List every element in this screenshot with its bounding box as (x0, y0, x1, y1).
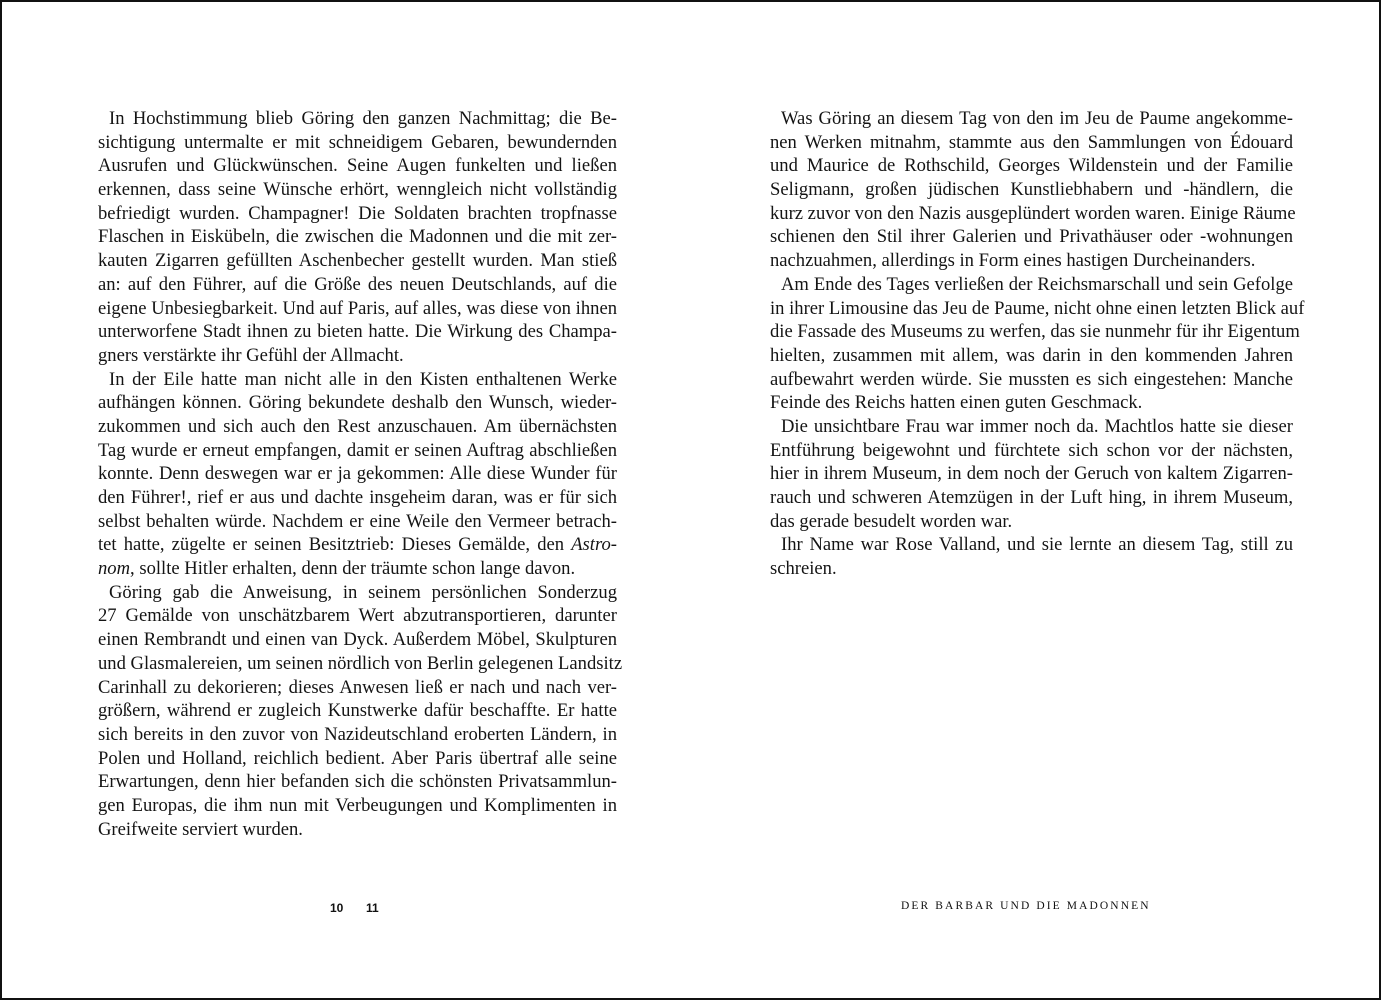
text-line: die Fassade des Museums zu werfen, das sie nunmehr für ihr Eigentum (770, 321, 1300, 343)
text-line: kurz zuvor von den Nazis ausgeplündert worden waren. Einige Räume (770, 202, 1296, 224)
text-line: hielten, zusammen mit allem, was darin in den kommenden Jahren (770, 344, 1293, 366)
text-line (98, 533, 617, 557)
text-line: das gerade besudelt worden war. (770, 510, 1013, 532)
text-line: Was Göring an diesem Tag von den im Jeu de Paume angekomme- (781, 108, 1293, 129)
text-line: erkennen, dass seine Wünsche erhört, wenngleich nicht vollständig (98, 179, 617, 201)
text-line: den Führer!, rief er aus und dachte insgeheim daran, was er für sich (98, 487, 617, 508)
text-line: konnte. Denn deswegen war er ja gekommen: Alle diese Wunder für (98, 463, 617, 485)
text-line: befriedigt wurden. Champagner! Die Soldaten brachten tropfnasse (98, 202, 617, 224)
text-fragment: tet hatte, zügelte er seinen Besitztrieb: Dieses Gemälde, den (98, 534, 572, 556)
text-line: In der Eile hatte man nicht alle in den Kisten enthaltenen Werke (109, 368, 617, 390)
text-line (98, 557, 617, 581)
text-line: hier in ihrem Museum, in dem noch der Geruch von kaltem Zigarren- (770, 463, 1293, 485)
text-line: gen Europas, die ihm nun mit Verbeugungen und Komplimenten in (98, 794, 617, 816)
text-line: Die unsichtbare Frau war immer noch da. Machtlos hatte sie dieser (781, 415, 1293, 437)
text-line: 27 Gemälde von unschätzbarem Wert abzutransportieren, darunter (98, 605, 617, 627)
text-line: Feinde des Reichs hatten einen guten Geschmack. (770, 392, 1143, 414)
page-number-right: 11 (366, 901, 379, 915)
text-line: Polen und Holland, reichlich bedient. Aber Paris übertraf alle seine (98, 747, 617, 769)
text-line: gners verstärkte ihr Gefühl der Allmacht. (98, 344, 404, 366)
text-line: an: auf den Führer, auf die Größe des neuen Deutschlands, auf die (98, 273, 617, 295)
text-line: Carinhall zu dekorieren; dieses Anwesen ließ er nach und nach ver- (98, 676, 617, 698)
text-line: zukommen und sich auch den Rest anzuschauen. Am übernächsten (98, 415, 617, 437)
text-line: größern, während er zugleich Kunstwerke dafür beschaffte. Er hatte (98, 700, 617, 722)
text-line: Ihr Name war Rose Valland, und sie lernte an diesem Tag, still zu (781, 534, 1293, 556)
text-line: Erwartungen, denn hier befanden sich die schönsten Privatsammlun- (98, 771, 617, 793)
text-line: Ausrufen und Glückwünschen. Seine Augen funkelten und ließen (98, 155, 617, 177)
text-line: Entführung beigewohnt und fürchtete sich schon vor der nächsten, (770, 439, 1293, 461)
italic-title: Astro- (571, 534, 617, 556)
text-line: kauten Zigarren gefüllten Aschenbecher gestellt wurden. Man stieß (98, 250, 617, 272)
text-line: rauch und schweren Atemzügen in der Luft hing, in ihrem Museum, (770, 487, 1293, 508)
text-line: Flaschen in Eiskübeln, die zwischen die Madonnen und die mit zer- (98, 226, 617, 248)
text-fragment: , sollte Hitler erhalten, denn der träumte schon lange davon. (130, 558, 576, 580)
text-line: in ihrer Limousine das Jeu de Paume, nicht ohne einen letzten Blick auf (770, 297, 1305, 319)
right-page-text (770, 107, 1305, 581)
left-page-text (98, 107, 623, 841)
text-line: selbst behalten würde. Nachdem er eine Weile den Vermeer betrach- (98, 510, 617, 532)
text-line: sichtigung untermalte er mit schneidigem Gebaren, bewundernden (98, 131, 617, 153)
text-line: Am Ende des Tages verließen der Reichsmarschall und sein Gefolge (781, 273, 1293, 295)
running-head: DER BARBAR UND DIE MADONNEN (901, 900, 1151, 912)
text-line: schreien. (770, 558, 837, 580)
text-line: schienen den Stil ihrer Galerien und Privathäuser oder -wohnungen (770, 226, 1293, 248)
text-line: einen Rembrandt und einen van Dyck. Außerdem Möbel, Skulpturen (98, 629, 617, 651)
text-line: In Hochstimmung blieb Göring den ganzen Nachmittag; die Be- (109, 108, 617, 129)
text-line: und Maurice de Rothschild, Georges Wildenstein und der Familie (770, 155, 1293, 177)
text-line: eigene Unbesiegbarkeit. Und auf Paris, auf alles, was diese von ihnen (98, 297, 617, 319)
text-line: nen Werken mitnahm, stammte aus den Sammlungen von Édouard (770, 131, 1293, 153)
text-line: Tag wurde er erneut empfangen, damit er seinen Auftrag abschließen (98, 439, 617, 461)
text-line: Seligmann, großen jüdischen Kunstliebhabern und -händlern, die (770, 179, 1293, 201)
text-line: Greifweite serviert wurden. (98, 818, 303, 840)
page-number-left: 10 (330, 901, 344, 915)
text-line: und Glasmalereien, um seinen nördlich von Berlin gelegenen Landsitz (98, 652, 623, 674)
text-line: nachzuahmen, allerdings in Form eines hastigen Durcheinanders. (770, 250, 1256, 272)
text-line: aufhängen können. Göring bekundete deshalb den Wunsch, wieder- (98, 392, 617, 414)
text-line: unterworfene Stadt ihnen zu bieten hatte. Die Wirkung des Champa- (98, 321, 617, 343)
text-line: Göring gab die Anweisung, in seinem persönlichen Sonderzug (109, 581, 617, 603)
text-line: sich bereits in den zuvor von Nazideutschland eroberten Ländern, in (98, 723, 617, 745)
italic-title: nom (98, 558, 131, 580)
text-line: aufbewahrt werden würde. Sie mussten es sich eingestehen: Manche (770, 368, 1293, 390)
